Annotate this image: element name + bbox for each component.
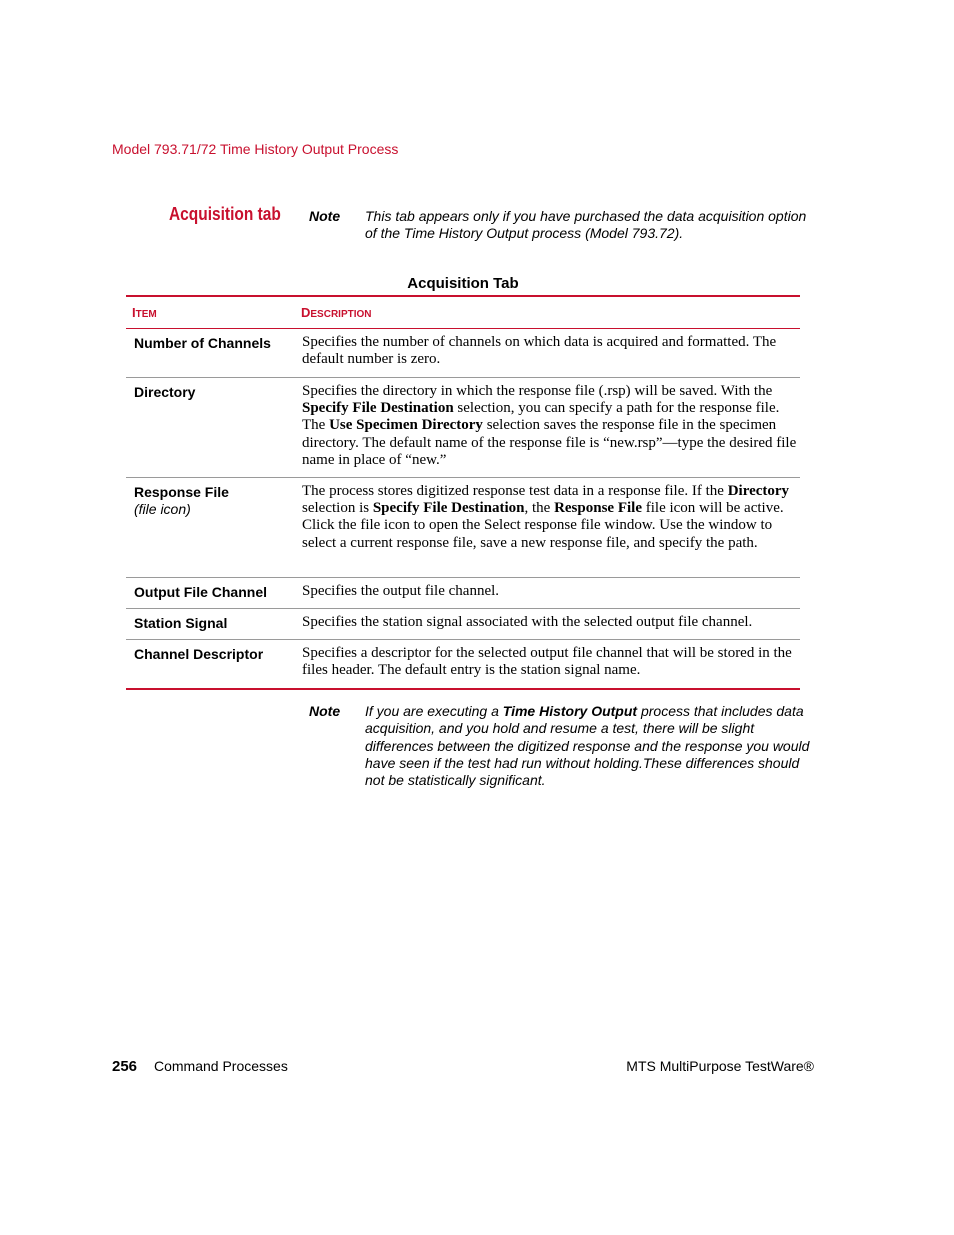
- note-text: This tab appears only if you have purchased the data acquisition option of the Time History Output process (Model 793.72).: [365, 208, 807, 242]
- running-header: Model 793.71/72 Time History Output Process: [112, 141, 399, 157]
- acquisition-table: [126, 295, 800, 690]
- row-item: Station Signal: [134, 615, 228, 631]
- footer-product: MTS MultiPurpose TestWare®: [626, 1058, 814, 1074]
- column-header-description: DESCRIPTION: [301, 305, 372, 320]
- table-row: [126, 609, 800, 640]
- table-row: [126, 329, 800, 378]
- row-item: Number of Channels: [134, 335, 271, 351]
- table-header: [126, 297, 800, 329]
- row-description: Specifies the station signal associated with the selected output file channel.: [302, 614, 753, 630]
- row-description: Specifies the number of channels on which data is acquired and formatted. The default number is zero.: [302, 334, 777, 368]
- table-row: [126, 478, 800, 578]
- table-title: Acquisition Tab: [407, 275, 519, 292]
- row-description: Specifies the directory in which the response file (.rsp) will be saved. With the Specify File Destination selection, you can specify a path for the response file. The Use Specimen Directory selection saves the response file in the specimen directory. The default name of the response file is “new.rsp”—type the desired file name in place of “new.”: [302, 383, 797, 468]
- note-text: If you are executing a Time History Output process that includes data acquisition, and you hold and resume a test, there will be slight differences between the digitized response and the response you would have seen if the test had run without holding.These differences should not be statistically significant.: [365, 703, 810, 789]
- row-item: Response File (file icon): [126, 478, 302, 577]
- page-number: 256: [112, 1058, 138, 1075]
- row-description: Specifies the output file channel.: [302, 583, 500, 599]
- row-description: Specifies a descriptor for the selected output file channel that will be stored in the files header. The default entry is the station signal name.: [302, 645, 792, 679]
- row-item: Output File Channel: [134, 584, 267, 600]
- table-row: [126, 578, 800, 609]
- section-heading: Acquisition tab: [169, 204, 281, 224]
- table-row: [126, 378, 800, 478]
- row-description: The process stores digitized response test data in a response file. If the Directory selection is Specify File Destination, the Response File file icon will be active. Click the file icon to open the Select response file window. Use the window to select a current response file, save a new response file, and specify the path.: [302, 483, 790, 551]
- column-header-item: ITEM: [132, 305, 157, 320]
- note-label: Note: [309, 703, 341, 719]
- row-item: Directory: [134, 384, 196, 400]
- footer-chapter: Command Processes: [154, 1058, 288, 1074]
- row-item: Channel Descriptor: [134, 646, 264, 662]
- table-row: [126, 640, 800, 688]
- note-label: Note: [309, 208, 341, 224]
- row-item-subtitle: (file icon): [134, 501, 191, 517]
